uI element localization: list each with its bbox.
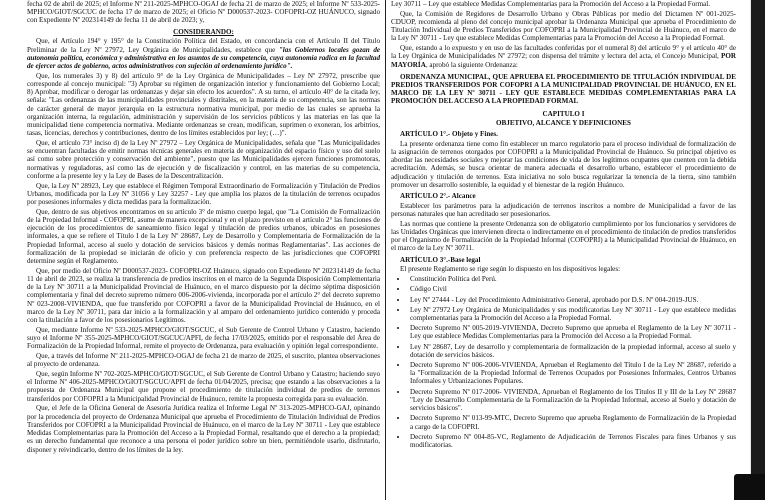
paragraph-constitution — [27, 37, 380, 70]
article-1-heading: ARTÍCULO 1°.- Objeto y Fines. — [400, 130, 498, 139]
legal-bases-list — [391, 275, 736, 449]
legal-base-item: • Constitución Política del Perú. — [408, 275, 736, 283]
paragraph-constitution-text: Que, el Artículo 194° y 195° de la Constitución Política del Estado, en concordancia con el Artículo II del Título Preliminar de la Ley Nº 27972, Ley Orgánica de Municipalidades, establece que — [27, 37, 380, 54]
legal-base-item: • Ley Nº 28687, Ley de desarrollo y complementaria de formalización de la propiedad informal, acceso al suelo y dotación de servicios básicos. — [408, 343, 736, 359]
left-margin — [0, 0, 9, 500]
paragraph-article-73: Que, el artículo 73° inciso d) de la Ley Nº 27972 – Ley Orgánica de Municipalidades, señala que "Las Municipalidades se encuentran facultadas de emitir normas técnicas generales en materia de organización del espacio físico y uso del suelo así como sobre protección y conservación del ambiente", puesto que las Municipalidades ejercen funciones promotoras, normativas y reguladoras, así como las de ejecución y de fiscalización y control, en las materias de su competencia, conforme a la presente ley y la Ley de Bases de la Descentralización. — [27, 139, 380, 180]
legal-base-item: • Decreto Supremo Nº 004-85-VC, Reglamento de Adjudicación de Terrenos Fiscales para fines Urbanos y sus modificatorias. — [408, 433, 736, 449]
column-divider — [385, 0, 386, 500]
paragraph-approval — [391, 44, 736, 69]
paragraph-oficio-transfer: Que, por medio del Oficio Nº D000537-2023- COFOPRI-OZ Huánuco, signado con Expediente Nº 202314149 de fecha 11 de abril de 2023, se realiza la transferencia de predios inscritos en el marco de la Segunda Disposición Complementaria de la Ley Nº 30711 a la Municipalidad Provincial de Huánuco, en el marco dispuesto por la décimo séptima disposición complementaria y final del decreto supremo número 006-2006-vivienda, incorporada por el artículo 2° del decreto supremo Nº 023-2008-VIVIENDA, que fue transferido por COFOPRI a favor de la Municipalidad Provincial de Huánuco, en el marco de la Ley Nº 30711, para dar inicio a la formalización y al amparo del ordenamiento jurídico contenido y proceda con la titulación a favor de los posesionarios Legítimos. — [27, 266, 380, 325]
approval-majority: POR MAYORÍA — [391, 52, 736, 69]
ordinance-title: ORDENANZA MUNICIPAL, QUE APRUEBA EL PROCEDIMIENTO DE TITULACIÓN INDIVIDUAL DE PREDIOS TRANSFERIDOS POR COFOPRI A LA MUNICIPALIDAD PROVINCIAL DE HUÁNUCO, EN EL MARCO DE LA LEY Nº 30711 - LEY QUE ESTABLECE MEDIDAS COMPLEMENTARIAS PARA LA PROMOCIÓN DEL ACCESO A LA PROPIEDAD FORMAL — [391, 72, 736, 106]
article-3-heading: ARTÍCULO 3°.-Base legal — [400, 255, 481, 264]
left-column — [27, 0, 380, 455]
chapter-title: OBJETIVO, ALCANCE Y DEFINICIONES — [496, 118, 631, 127]
scan-edge-shadow — [743, 0, 765, 500]
legal-base-item: • Código Civil — [408, 285, 736, 293]
paragraph-informe-702: Que, según Informe Nº 702-2025-MPHCO/GIOT/SGCUC, el Sub Gerente de Control Urbano y Catastro; haciendo suyo el Informe Nº 406-2025-MPHCO/GIOT/SGCUC/APFI de fecha 01/04/2025, precisa; que estando a las observaciones a la propuesta de Ordenanza Municipal que propone el procedimiento de titulación individual de predios de terrenos transferidos por COFOPRI a la Municipalidad Provincial de Huánuco, remite la propuesta corregida para su evaluación. — [27, 370, 380, 403]
paragraph-concejo-powers: Que, los numerales 3) y 8) del artículo 9° de la Ley Orgánica de Municipalidades – Ley Nº 27972, prescribe que corresponde al concejo municipal: "3) Aprobar su régimen de organización interior y funcionamiento del Gobierno Local; 8) Aprobar, modificar o derogar las ordenanzas y dejar sin efecto los acuerdos". A su turno, el artículo 40° de la citada ley, señala: "Las ordenanzas de las municipalidades provinciales y distritales, en la materia de su competencia, son las normas de carácter general de mayor jerarquía en la estructura normativa municipal, por medio de las cuales se aprueba la organización interna, la regulación, administración y supervisión de los servicios públicos y las materias en las que la municipalidad tiene competencia normativa. Mediante ordenanzas se crean, modifican, suprimen o exoneran, los arbitrios, tasas, licencias, derechos y contribuciones, dentro de los límites establecidos por ley; (…)". — [27, 71, 380, 138]
article-2-body-2: Las normas que contiene la presente Ordenanza son de obligatorio cumplimiento por los funcionarios y servidores de las Unidades Orgánicas que intervienen directa o indirectamente en el procedimiento de titulación de predios transferidos por el Organismo de Formalización de la Propiedad Informal (COFOPRI) a la Municipalidad Provincial de Huánuco, en el marco de la Ley Nº 30711. — [391, 219, 736, 253]
paragraph-dictamen: Que, la Comisión de Regidores de Desarrollo Urbano y Obras Públicas por medio del Dictamen Nº 001-2025-CDUOP, recomienda al pleno del concejo municipal aprobar la Ordenanza Municipal que aprueba el Procedimiento de Titulación Individual de Predios Transferidos por COFOPRI a la Municipalidad Provincial de Huánuco, en el marco de la Ley Nº 30711 - Ley que establece Medidas Complementarias para la Promoción del Acceso a la Propiedad Formal. — [391, 9, 736, 43]
right-column — [391, 0, 736, 451]
legal-base-item: • Ley Nº 27444 - Ley del Procedimiento Administrativo General, aprobado por D.S. Nº 004-2019-JUS. — [408, 296, 736, 304]
legal-base-item: • Decreto Supremo Nº 005-2019-VIVIENDA, Decreto Supremo que aprueba el Reglamento de la Ley Nº 30711 - Ley que establece Medidas Complementarias para la Promoción del Acceso a la Propiedad Formal. — [408, 324, 736, 340]
paragraph-law-28923: Que, la Ley Nº 28923, Ley que establece el Régimen Temporal Extraordinario de Formalización y Titulación de Predios Urbanos, modificada por la Ley Nº 31056 y Ley 32257 - Ley que amplía los plazos de la titulación de terrenos ocupados por posesiones informales y dicta medidas para la formalización. — [27, 181, 380, 207]
article-2-heading: ARTÍCULO 2°.- Alcance — [400, 192, 476, 201]
paragraph-cofopri-objectives: Que, dentro de sus objetivos encontramos en su artículo 3° de mismo cuerpo legal, que "La Comisión de Formalización de la Propiedad Informal - COFOPRI, asume de manera excepcional y en el plazo previsto en el artículo 2° las funciones de ejecución de los procedimientos de saneamiento físico legal y titulación de predios urbanos, ubicados en posesiones informales, a que se refiere el Título I de la Ley Nº 28687, Ley de Desarrollo y Complementaria de Formalización de la Propiedad Informal, acceso al suelo y dotación de servicios básicos y demás normas Reglamentarias". Las acciones de formalización de la propiedad se iniciarán de oficio y con preferencia respecto de las jurisdicciones que COFOPRI determine según el Reglamento. — [27, 207, 380, 266]
article-1-body: La presente ordenanza tiene como fin establecer un marco regulatorio para el proceso individual de formalización de la asignación de terrenos otorgados por COFOPRI a la Municipalidad Provincial de Huánuco. Su principal objetivo es abordar las necesidades sociales y mejorar las condiciones de vida de los legítimos ocupantes que cuenten con la debida acreditación. Además, se busca orientar de manera adecuada el desarrollo urbano, establecer el procedimiento de adjudicación y titulación de terrenos. Esta iniciativa no solo busca regularizar la tenencia de la tierra, sino también promover un desarrollo sostenible, la equidad y el bienestar de la región Huánuco. — [391, 139, 736, 189]
approval-text: Que, estando a lo expuesto y en uso de las facultades conferidas por el numeral 8) del artículo 9° y el artículo 40° de la Ley Orgánica de Municipalidades Nº 27972; con dispensa del trámite y lectura del acta, el Concejo Municipal, — [391, 44, 736, 61]
legal-base-item: • Ley Nº 27972 Ley Orgánica de Municipalidades y sus modificatorias Ley Nº 30711 - Ley que establece medidas complementarias para la Promoción del Acceso a la Propiedad Formal. — [408, 306, 736, 322]
paragraph-constitution-quote: "las Gobiernos locales gozan de autonomía política, económica y administrativa en los asuntos de su competencia, cuya autonomía radica en la facultad de ejercer actos de gobierno, actos administrativos con sujeción al ordenamiento jurídico". — [27, 45, 381, 71]
considerando-heading: CONSIDERANDO: — [173, 27, 234, 36]
paragraph-legal-opinion: Que, el Jefe de la Oficina General de Asesoría Jurídica realiza el Informe Legal Nº 313-2025-MPHCO-GAJ, opinando por la procedencia del proyecto de Ordenanza Municipal que aprueba el Procedimiento de Titulación Individual de Predios Transferidos por COFOPRI a la Municipalidad Provincial de Huánuco, en el marco de la Ley Nº 30711 - Ley que establece Medidas Complementarias para la Promoción del Acceso a la Propiedad Formal, resaltando que el derecho a la propiedad; es un derecho fundamental que reconoce a una persona el poder jurídico sobre un bien, permitiéndole usarlo, disfrutarlo, disponer y reivindicarlo, dentro de los límites de la ley. — [27, 404, 380, 454]
intro-paragraph: fecha 02 de abril de 2025; el Informe Nº 211-2025-MPHCO-OGAJ de fecha 21 de marzo de 2025; el Informe Nº 533-2025-MPHCO/GIOT/SGCUC de fecha 17 de marzo de 2025; el Oficio Nº D000537-2023- COFOPRI-OZ HUÁNUCO, signado con Expediente Nº 202314149 de fecha 11 de abril de 2023; y, — [27, 0, 380, 25]
approval-end: , aprobó la siguiente Ordenanza: — [425, 60, 518, 69]
right-continuation: Ley 30711 – Ley que establece Medidas Complementarias para la Promoción del Acceso a la Propiedad Formal. — [391, 0, 711, 8]
legal-base-item: • Decreto Supremo Nº 006-2006-VIVIENDA, Aprueban el Reglamento del Título I de la Ley Nº 28687, referido a la "Formalización de la Propiedad Informal de Terrenos Ocupados por Posesiones Informales, Centros Urbanos Informales y Urbanizaciones Populares. — [408, 361, 736, 386]
paragraph-informe-533: Que, mediante Informe Nº 533-2025-MPHCO/GIOT/SGCUC, el Sub Gerente de Control Urbano y Catastro, haciendo suyo el Informe Nº 355-2025-MPHCO/GIOT/SGCUC/APFI, de fecha 17/03/2025, emitido por el responsable del Área de Formalización de la Propiedad Informal, remite el proyecto de Ordenanza, para evaluación y opinión legal correspondiente. — [27, 325, 380, 351]
chapter-heading: CAPITULO I — [542, 109, 585, 118]
article-3-intro: El presente Reglamento se rige según lo dispuesto en los dispositivos legales: — [400, 265, 621, 274]
legal-base-item: • Decreto Supremo Nº 017-2006- VIVIENDA, Aprueban el Reglamento de los Títulos II y III de la Ley Nº 28687 "Ley de Desarrollo Complementaria de la Formalización de la Propiedad Informal, acceso al Suelo y dotación de servicios básicos". — [408, 388, 736, 413]
legal-base-item: • Decreto Supremo Nº 013-99-MTC, Decreto Supremo que aprueba Reglamento de Formalización de la Propiedad a cargo de la COFOPRI. — [408, 414, 736, 430]
scan-corner-shadow — [734, 474, 765, 500]
article-2-body-1: Establecer los parámetros para la adjudicación de terrenos inscritos a nombre de Municipalidad a favor de las personas naturales que han acreditado ser posesionarios. — [391, 201, 736, 219]
paragraph-informe-211: Que, a través del Informe Nº 211-2025-MPHCO-OGAJ de fecha 21 de marzo de 2025, el suscrito, plantea observaciones al proyecto de ordenanza. — [27, 352, 380, 369]
